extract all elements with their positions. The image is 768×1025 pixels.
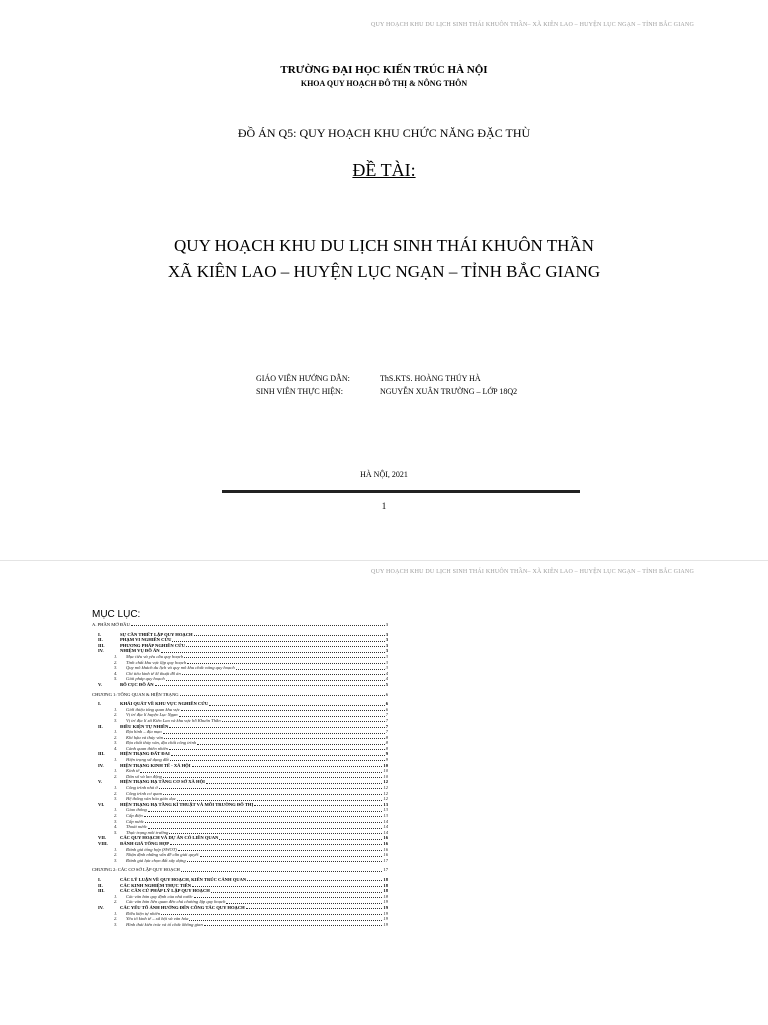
toc-page: 12 bbox=[383, 779, 388, 785]
author-info bbox=[256, 372, 517, 398]
toc-page: 18 bbox=[383, 882, 388, 888]
toc-leader bbox=[187, 663, 385, 664]
toc-text: PHƯƠNG PHÁP NGHIÊN CỨU bbox=[120, 642, 186, 648]
toc-page: 3 bbox=[385, 622, 388, 627]
toc-text: Vị trí địa lí xã Kiên Lao và khu vực hồ Khuôn Thần bbox=[126, 717, 221, 723]
toc-number: 4. bbox=[114, 745, 118, 751]
toc-page: 18 bbox=[383, 888, 388, 894]
toc-text: Thoát nước bbox=[126, 824, 148, 830]
toc-number: 3. bbox=[114, 665, 118, 671]
toc-page: 13 bbox=[383, 801, 388, 807]
toc-leader bbox=[222, 721, 385, 722]
toc-leader bbox=[155, 685, 385, 686]
toc-number: IV. bbox=[98, 904, 104, 910]
toc-page: 3 bbox=[385, 653, 388, 659]
toc-page: 13 bbox=[383, 813, 388, 818]
university-name: TRƯỜNG ĐẠI HỌC KIẾN TRÚC HÀ NỘI bbox=[280, 64, 488, 76]
toc-text: Giao thông bbox=[126, 807, 147, 813]
toc-leader bbox=[178, 850, 382, 851]
toc-page: 16 bbox=[383, 846, 388, 852]
toc-page: 3 bbox=[385, 637, 388, 643]
toc-page: 6 bbox=[385, 691, 388, 697]
toc-page: 3 bbox=[385, 665, 388, 671]
instructor-row bbox=[256, 372, 517, 385]
toc-page: 14 bbox=[383, 818, 388, 824]
toc-leader bbox=[254, 805, 382, 806]
toc-number: I. bbox=[98, 631, 101, 637]
toc-text: CÁC KINH NGHIỆM THỰC TIỄN bbox=[120, 882, 192, 888]
faculty-name: KHOA QUY HOẠCH ĐÔ THỊ & NÔNG THÔN bbox=[300, 79, 468, 88]
toc-leader bbox=[166, 680, 385, 681]
toc-number: 2. bbox=[114, 773, 118, 779]
toc-leader bbox=[194, 897, 383, 898]
toc-leader bbox=[204, 925, 383, 926]
toc-leader bbox=[177, 800, 383, 801]
toc-page: 6 bbox=[385, 706, 388, 712]
toc-page: 6 bbox=[385, 701, 388, 707]
toc-leader bbox=[169, 749, 385, 750]
table-of-contents bbox=[92, 622, 388, 927]
toc-leader bbox=[159, 788, 383, 789]
toc-leader bbox=[181, 871, 383, 872]
toc-leader bbox=[226, 903, 382, 904]
toc-text: Vị trí địa lí huyện Lục Ngạn bbox=[126, 712, 178, 718]
toc-page: 10 bbox=[383, 768, 388, 774]
toc-page: 7 bbox=[385, 729, 388, 735]
toc-text: HIỆN TRẠNG KINH TẾ - XÃ HỘI bbox=[120, 762, 191, 768]
toc-number: 2. bbox=[114, 734, 118, 740]
toc-page: 3 bbox=[385, 648, 388, 654]
toc-text: Địa chất thủy văn, địa chất công trình bbox=[126, 740, 197, 746]
toc-number: 3. bbox=[114, 796, 118, 802]
toc-text: CÁC QUY HOẠCH VÀ DỰ ÁN CÓ LIÊN QUAN bbox=[120, 835, 219, 841]
toc-text: CHƯƠNG 2: CÁC CƠ SỞ LẬP QUY HOẠCH bbox=[92, 867, 180, 873]
toc-text: Đánh giá tổng hợp (SWOT) bbox=[126, 846, 177, 852]
toc-number: III. bbox=[98, 751, 105, 757]
toc-leader bbox=[163, 777, 382, 778]
toc-page: 19 bbox=[383, 899, 388, 905]
toc-number: 1. bbox=[114, 846, 118, 852]
toc-number: 4. bbox=[114, 670, 118, 676]
instructor-name: ThS.KTS. HOÀNG THÚY HÀ bbox=[380, 374, 481, 383]
toc-number: I. bbox=[98, 701, 101, 707]
toc-number: I. bbox=[98, 876, 101, 882]
toc-number: 4. bbox=[114, 824, 118, 830]
toc-text: ĐIỀU KIỆN TỰ NHIÊN bbox=[120, 723, 169, 729]
project-title-line-1: QUY HOẠCH KHU DU LỊCH SINH THÁI KHUÔN THẦN bbox=[174, 236, 594, 255]
toc-text: Dân số và lao động bbox=[126, 773, 162, 779]
toc-number: VII. bbox=[98, 835, 107, 841]
toc-page: 3 bbox=[385, 631, 388, 637]
student-name: NGUYỄN XUÂN TRƯỜNG – LỚP 18Q2 bbox=[380, 387, 518, 396]
toc-text: BỐ CỤC ĐỒ ÁN bbox=[120, 681, 154, 687]
toc-page: 19 bbox=[383, 916, 388, 922]
toc-leader bbox=[186, 646, 385, 647]
toc-number: 2. bbox=[114, 712, 118, 718]
toc-number: 3. bbox=[114, 818, 118, 824]
toc-text: Công trình nhà ở bbox=[126, 785, 158, 791]
toc-number: IV. bbox=[98, 648, 104, 654]
toc-text: Khí hậu và thủy văn bbox=[126, 734, 163, 740]
toc-leader bbox=[181, 710, 385, 711]
toc-text: Giới thiệu tổng quan khu vực bbox=[126, 706, 180, 712]
toc-text: Kinh tế bbox=[126, 768, 140, 774]
student-row bbox=[256, 385, 517, 398]
toc-text: Điều kiện tự nhiên bbox=[126, 910, 161, 916]
toc-page: 19 bbox=[383, 904, 388, 910]
toc-number: 1. bbox=[114, 910, 118, 916]
toc-text: Cảnh quan thiên nhiên bbox=[126, 745, 168, 751]
toc-leader bbox=[140, 772, 382, 773]
toc-page: 19 bbox=[383, 910, 388, 916]
toc-page: 12 bbox=[383, 790, 388, 796]
toc-page: 17 bbox=[383, 857, 388, 863]
toc-text: Quy mô khách du lịch và quy mô khu chức năng quy hoạch bbox=[126, 665, 235, 671]
toc-page: 9 bbox=[385, 757, 388, 763]
toc-page: 7 bbox=[385, 717, 388, 723]
toc-leader bbox=[180, 695, 385, 696]
toc-leader bbox=[144, 816, 383, 817]
toc-text: Giải pháp quy hoạch bbox=[126, 676, 165, 682]
toc-page: 5 bbox=[385, 681, 388, 687]
toc-number: 5. bbox=[114, 676, 118, 682]
toc-text: Đánh giá lựa chọn đất xây dựng bbox=[126, 857, 186, 863]
toc-number: 1. bbox=[114, 757, 118, 763]
toc-leader bbox=[171, 755, 385, 756]
toc-number: 3. bbox=[114, 717, 118, 723]
toc-number: 2. bbox=[114, 899, 118, 905]
toc-leader bbox=[192, 766, 383, 767]
toc-text: CÁC YẾU TỐ ẢNH HƯỞNG ĐẾN CÔNG TÁC QUY HOẠCH bbox=[120, 904, 245, 910]
toc-text: Hệ thống văn hóa giáo dục bbox=[126, 796, 176, 802]
toc-leader bbox=[246, 908, 383, 909]
toc-text: PHẠM VI NGHIÊN CỨU bbox=[120, 637, 172, 643]
toc-number: 1. bbox=[114, 893, 118, 899]
toc-text: Các văn bản liên quan đến chủ chương lập quy hoạch bbox=[126, 899, 226, 905]
toc-text: Các văn bản quy định của nhà nước bbox=[126, 893, 193, 899]
toc-number: 1. bbox=[114, 706, 118, 712]
toc-leader bbox=[236, 669, 385, 670]
toc-text: SỰ CẦN THIẾT LẬP QUY HOẠCH bbox=[120, 631, 193, 637]
toc-leader bbox=[179, 716, 385, 717]
toc-leader bbox=[247, 880, 382, 881]
toc-leader bbox=[164, 738, 385, 739]
toc-number: 1. bbox=[114, 768, 118, 774]
toc-number: 2. bbox=[114, 813, 118, 818]
toc-number: 1. bbox=[114, 729, 118, 735]
student-label: SINH VIÊN THỰC HIỆN: bbox=[256, 387, 344, 396]
toc-text: HIỆN TRẠNG HẠ TẦNG CƠ SỞ XÃ HỘI bbox=[120, 779, 205, 785]
toc-page: 16 bbox=[383, 852, 388, 858]
toc-leader bbox=[169, 727, 384, 728]
place-year: HÀ NỘI, 2021 bbox=[360, 470, 408, 479]
toc-number: 3. bbox=[114, 740, 118, 746]
toc-text: KHÁI QUÁT VỀ KHU VỰC NGHIÊN CỨU bbox=[120, 701, 209, 707]
toc-number: 1. bbox=[114, 653, 118, 659]
running-header: QUY HOẠCH KHU DU LỊCH SINH THÁI KHUÔN THẦN– XÃ KIÊN LAO – HUYỆN LỤC NGẠN – TỈNH BẮC GIANG bbox=[370, 22, 694, 28]
toc-number: 5. bbox=[114, 829, 118, 835]
toc-page: 12 bbox=[383, 785, 388, 791]
toc-leader bbox=[187, 861, 383, 862]
toc-text: A. PHẦN MỞ ĐẦU bbox=[92, 622, 130, 627]
topic-label: ĐỀ TÀI: bbox=[352, 160, 416, 180]
toc-leader bbox=[161, 914, 382, 915]
toc-page: 14 bbox=[383, 829, 388, 835]
course-name: ĐỒ ÁN Q5: QUY HOẠCH KHU CHỨC NĂNG ĐẶC THÙ bbox=[237, 126, 531, 140]
toc-leader bbox=[169, 833, 382, 834]
toc-number: V. bbox=[98, 681, 102, 687]
toc-number: III. bbox=[98, 888, 105, 894]
toc-number: 1. bbox=[114, 807, 118, 813]
toc-page: 18 bbox=[383, 893, 388, 899]
toc-text: Tính chất khu vực lập quy hoạch bbox=[126, 659, 187, 665]
toc-text: Cấp nước bbox=[126, 818, 145, 824]
toc-number: VIII. bbox=[98, 840, 108, 846]
toc-text: CÁC CĂN CỨ PHÁP LÝ LẬP QUY HOẠCH bbox=[120, 888, 210, 894]
toc-text: Địa hình – địa mạo bbox=[126, 729, 162, 735]
toc-page: 17 bbox=[383, 867, 388, 873]
project-title-line-2: XÃ KIÊN LAO – HUYỆN LỤC NGẠN – TỈNH BẮC GIANG bbox=[167, 262, 601, 281]
toc-text: NHIỆM VỤ ĐỒ ÁN bbox=[120, 648, 160, 654]
toc-number: 2. bbox=[114, 852, 118, 858]
toc-number: II. bbox=[98, 882, 103, 888]
toc-leader bbox=[206, 783, 382, 784]
toc-number: 3. bbox=[114, 857, 118, 863]
toc-text: Hình thái kiến trúc và tổ chức không gian bbox=[126, 921, 203, 927]
toc-text: ĐÁNH GIÁ TỔNG HỢP bbox=[120, 840, 170, 846]
toc-page: 8 bbox=[385, 745, 388, 751]
toc-leader bbox=[163, 794, 382, 795]
toc-page: 14 bbox=[383, 824, 388, 830]
toc-number: 3. bbox=[114, 921, 118, 927]
toc-leader bbox=[211, 892, 383, 893]
toc-number: III. bbox=[98, 642, 105, 648]
toc-leader bbox=[194, 635, 385, 636]
toc-leader bbox=[148, 811, 383, 812]
toc-text: Nhận định những vấn đề cần giải quyết bbox=[126, 852, 199, 858]
toc-number: VI. bbox=[98, 801, 105, 807]
toc-leader bbox=[148, 828, 382, 829]
toc-text: Công trình cơ quan bbox=[126, 790, 163, 796]
toc-text: CHƯƠNG 1: TỔNG QUAN & HIỆN TRẠNG bbox=[92, 691, 179, 697]
toc-page: 10 bbox=[383, 762, 388, 768]
toc-number: IV. bbox=[98, 762, 104, 768]
toc-page: 10 bbox=[383, 773, 388, 779]
toc-page: 3 bbox=[385, 642, 388, 648]
toc-page: 12 bbox=[383, 796, 388, 802]
toc-leader bbox=[161, 652, 385, 653]
toc-page: 9 bbox=[385, 751, 388, 757]
cover-divider bbox=[222, 490, 580, 493]
running-header: QUY HOẠCH KHU DU LỊCH SINH THÁI KHUÔN THẦN– XÃ KIÊN LAO – HUYỆN LỤC NGẠN – TỈNH BẮC GIANG bbox=[370, 569, 694, 575]
toc-page: 4 bbox=[385, 676, 388, 682]
toc-text: CÁC LÝ LUẬN VỀ QUY HOẠCH, KIẾN TRÚC CẢNH QUAN bbox=[120, 876, 247, 882]
toc-number: II. bbox=[98, 723, 103, 729]
toc-leader bbox=[170, 844, 382, 845]
toc-leader bbox=[209, 705, 384, 706]
toc-leader bbox=[131, 625, 385, 626]
toc-text: HIỆN TRẠNG ĐẤT ĐAI bbox=[120, 751, 170, 757]
page-number: 1 bbox=[381, 501, 387, 511]
toc-page: 16 bbox=[383, 840, 388, 846]
toc-number: 1. bbox=[114, 785, 118, 791]
toc-text: Cấp điện bbox=[126, 813, 143, 818]
toc-text: Chỉ tiêu kinh tế kĩ thuật đồ án bbox=[126, 670, 181, 676]
toc-leader bbox=[197, 744, 385, 745]
toc-number: 2. bbox=[114, 659, 118, 665]
toc-page: 7 bbox=[385, 723, 388, 729]
toc-leader bbox=[219, 839, 382, 840]
instructor-label: GIÁO VIÊN HƯỚNG DẪN: bbox=[256, 374, 350, 383]
toc-leader bbox=[172, 641, 384, 642]
toc-leader bbox=[184, 657, 385, 658]
toc-page: 13 bbox=[383, 807, 388, 813]
toc-leader bbox=[145, 822, 382, 823]
toc-text: Thực trạng môi trường bbox=[126, 829, 169, 835]
toc-text: HIỆN TRẠNG HẠ TẦNG KĨ THUẬT VÀ MÔI TRƯỜNG ĐÔ THỊ bbox=[120, 801, 254, 807]
toc-page: 4 bbox=[385, 670, 388, 676]
toc-page bbox=[0, 560, 768, 1025]
toc-page: 8 bbox=[385, 734, 388, 740]
toc-leader bbox=[163, 733, 385, 734]
toc-number: V. bbox=[98, 779, 102, 785]
toc-number: 2. bbox=[114, 790, 118, 796]
toc-page: 18 bbox=[383, 876, 388, 882]
toc-page: 7 bbox=[385, 712, 388, 718]
toc-leader bbox=[200, 856, 383, 857]
toc-subsection[interactable] bbox=[92, 922, 388, 928]
toc-page: 16 bbox=[383, 835, 388, 841]
toc-page: 3 bbox=[385, 659, 388, 665]
toc-leader bbox=[182, 674, 385, 675]
toc-text: Mục tiêu và yêu cầu quy hoạch bbox=[126, 653, 184, 659]
toc-text: Yếu tố kinh tế – xã hội và văn hóa bbox=[126, 916, 189, 922]
toc-text: Hiện trạng sử dụng đất bbox=[126, 757, 169, 763]
toc-leader bbox=[189, 920, 382, 921]
toc-number: II. bbox=[98, 637, 103, 643]
toc-page: 19 bbox=[383, 921, 388, 927]
toc-leader bbox=[170, 760, 385, 761]
toc-number: 2. bbox=[114, 916, 118, 922]
toc-title: MỤC LỤC: bbox=[92, 609, 141, 620]
toc-leader bbox=[192, 886, 382, 887]
toc-page: 8 bbox=[385, 740, 388, 746]
